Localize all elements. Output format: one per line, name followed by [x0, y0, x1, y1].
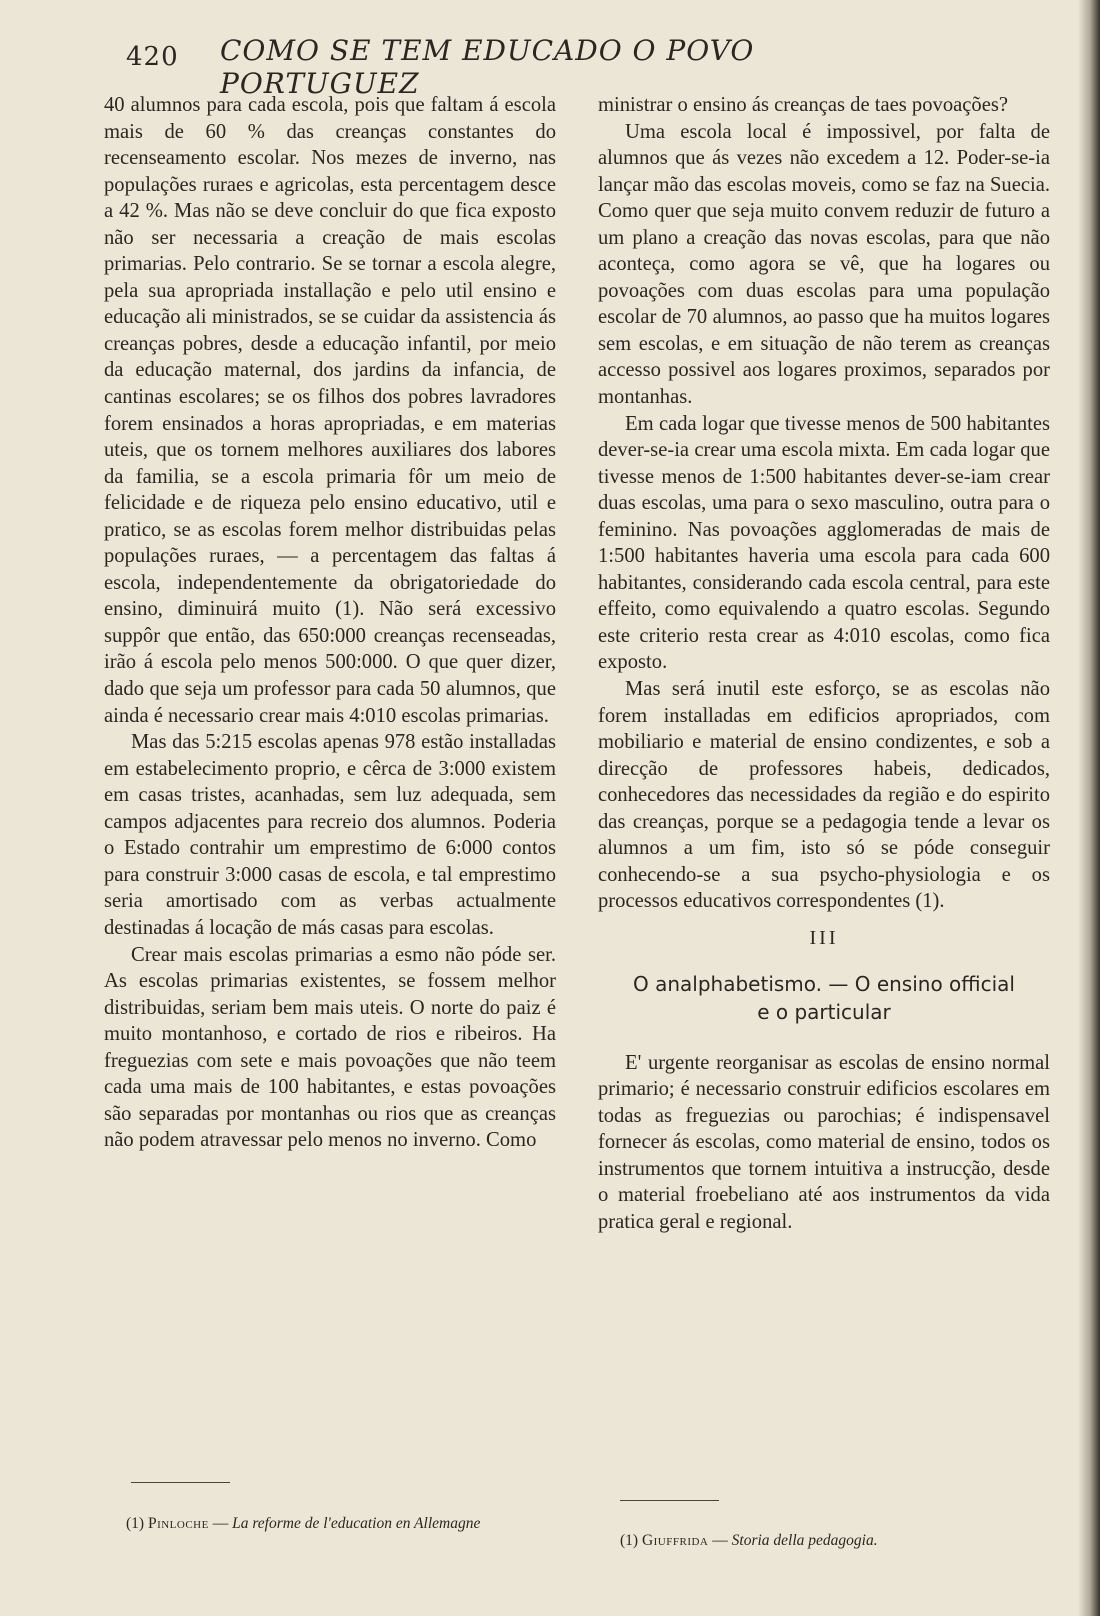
running-header — [104, 34, 954, 100]
paragraph: Mas será inutil este esforço, se as escolas não forem installadas em edificios apropriados, com mobiliario e material de ensino condizentes, e sob a direcção de professores habeis, dedicados, conhecedores das necessidades da região e do espirito das creanças, porque se a pedagogia tende a levar os alumnos a um fim, isto só se póde conseguir conhecendo-se a sua psycho-physiologia e os processos educativos correspondentes (1). — [598, 678, 1050, 913]
page-edge-shadow — [1078, 0, 1100, 1616]
paragraph: E' urgente reorganisar as escolas de ensino normal primario; é necessario construir edificios escolares em todas as freguezias ou parochias; é indispensavel fornecer ás escolas, como material de ensino, todos os instrumentos que tornem intuitiva a instrucção, desde o material froebeliano até aos instrumentos da vida pratica geral e regional. — [598, 1051, 1050, 1233]
left-column — [104, 92, 556, 1154]
section-heading-line: e o particular — [757, 999, 891, 1024]
paragraph: 40 alumnos para cada escola, pois que faltam á escola mais de 60 % das creanças constantes do recenseamento escolar. Nos mezes de inverno, nas populações ruraes e agricolas, esta percentagem desce a 42 %. Mas não se deve concluir do que fica exposto não ser necessaria a creação de mais escolas primarias. Pelo contrario. Se se tornar a escola alegre, pela sua apropriada installação e pelo util ensino e educação ali ministrados, se se cuidar da assistencia ás creanças pobres, desde a educação infantil, por meio da educação maternal, dos jardins da infancia, de cantinas escolares; se os filhos dos pobres lavradores forem ensinados a horas apropriadas, e em materias uteis, que os tornem melhores auxiliares dos labores da familia, se a escola primaria fôr um meio de felicidade e de riqueza pelo ensino educativo, util e pratico, se as escolas forem melhor distribuidas pelas populações ruraes, — a percentagem das faltas á escola, independentemente da obrigatoriedade do ensino, diminuirá muito (1). Não será excessivo suppôr que então, das 650:000 creanças recenseadas, irão á escola pelo menos 500:000. O que quer dizer, dado que seja um professor para cada 50 alumnos, que ainda é necessario crear mais 4:010 escolas primarias. — [104, 94, 556, 727]
footnote-rule — [620, 1500, 719, 1501]
paragraph: Uma escola local é impossivel, por falta de alumnos que ás vezes não excedem a 12. Poder-se-ia lançar mão das escolas moveis, como se faz na Suecia. Como quer que seja muito convem reduzir de futuro a um plano a creação das novas escolas, para que não aconteça, como agora se vê, que ha logares ou povoações com duas escolas para uma população escolar de 70 alumnos, ao passo que ha muitos logares sem escolas, e em situação de não terem as creanças accesso possivel aos logares proximos, separados por montanhas. — [598, 120, 1050, 409]
page-number: 420 — [126, 42, 179, 72]
section-number: III — [809, 926, 839, 949]
running-title: COMO SE TEM EDUCADO O POVO PORTUGUEZ — [220, 34, 755, 100]
paragraph: Mas das 5:215 escolas apenas 978 estão installadas em estabelecimento proprio, e cêrca de 3:000 existem em casas tristes, acanhadas, sem luz adequada, sem campos adjacentes para recreio dos alumnos. Poderia o Estado contrahir um emprestimo de 6:000 contos para construir 3:000 casas de escola, e tal emprestimo seria amortisado com as verbas actualmente destinadas á locação de más casas para escolas. — [104, 731, 556, 939]
footnote-author: Giuffrida — [641, 1532, 709, 1549]
footnote-right — [620, 1532, 1050, 1550]
footnote-author: Pinloche — [147, 1515, 209, 1532]
footnote-marker: (1) — [126, 1515, 145, 1532]
footnote-dash: — — [208, 1515, 233, 1532]
footnote-title: Storia della pedagogia. — [731, 1532, 878, 1549]
footnote-left — [126, 1515, 556, 1533]
footnote-dash: — — [708, 1532, 732, 1549]
footnote-rule — [131, 1482, 230, 1483]
paragraph: Em cada logar que tivesse menos de 500 habitantes dever-se-ia crear uma escola mixta. Em cada logar que tivesse menos de 1:500 habitantes dever-se-iam crear duas escolas, uma para o sexo masculino, outra para o feminino. Nas povoações agglomeradas de mais de 1:500 habitantes haveria uma escola para cada 600 habitantes, considerando cada escola central, para este effeito, como equivalendo a quatro escolas. Segundo este criterio resta crear as 4:010 escolas, como fica exposto. — [598, 412, 1050, 674]
paragraph: ministrar o ensino ás creanças de taes povoações? — [598, 94, 1008, 116]
right-column — [598, 92, 1050, 1235]
section-heading-line: O analphabetismo. — O ensino official — [633, 971, 1015, 996]
paragraph: Crear mais escolas primarias a esmo não póde ser. As escolas primarias existentes, se fossem melhor distribuidas, seriam bem mais uteis. O norte do paiz é muito montanhoso, e cortado de rios e ribeiros. Ha freguezias com sete e mais povoações que não teem cada uma mais de 100 habitantes, e estas povoações são separadas por montanhas ou rios que as creanças não podem atravessar pelo menos no inverno. Como — [104, 943, 556, 1152]
section-heading — [598, 970, 1050, 1026]
footnote-title: La reforme de l'education en Allemagne — [232, 1515, 481, 1532]
footnote-marker: (1) — [620, 1532, 639, 1549]
